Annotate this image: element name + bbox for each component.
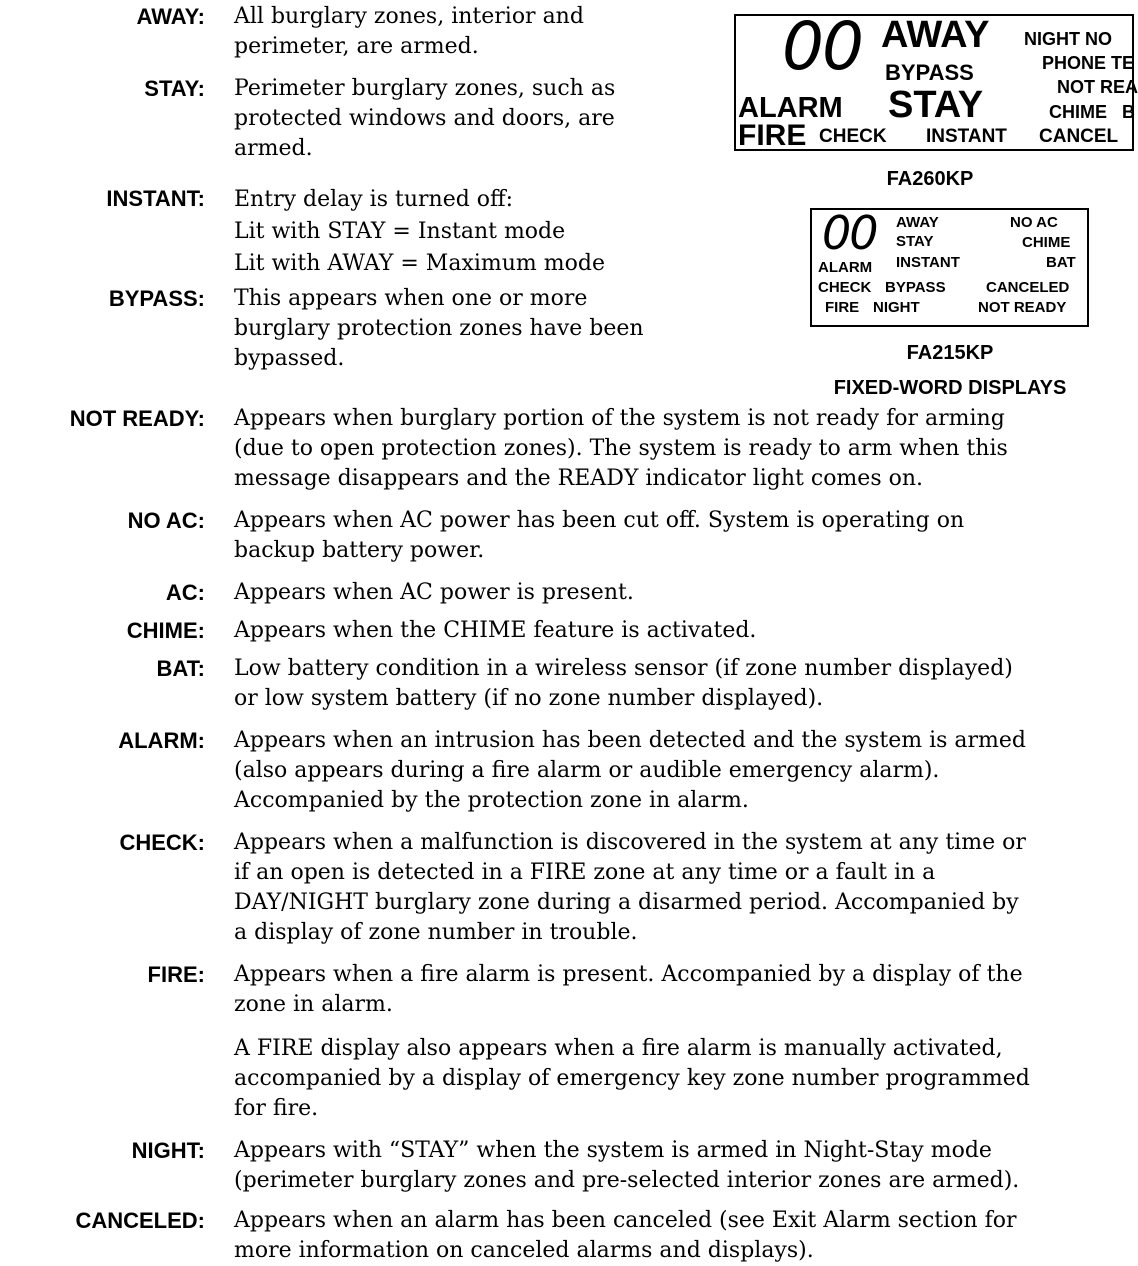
fa215kp-fire: FIRE [825,299,860,316]
definition-instant: Entry delay is turned off: Lit with STAY = Instant mode Lit with AWAY = Maximum mode [234,187,605,276]
definition-check: Appears when a malfunction is discovered in the system at any time or if an open is detected in a FIRE zone at any time or a fault in a DAY/NIGHT burglary zone during a disarmed period. Accompanied by a display of zone number in trouble. [234,830,1026,945]
fa215kp-instant: INSTANT [896,254,960,271]
definition-bat: Low battery condition in a wireless sensor (if zone number displayed) or low system battery (if no zone number displayed). [234,656,1013,711]
fa260kp-caption: FA260KP [886,168,974,190]
fa260kp-not-ready: NOT REA [1057,77,1138,97]
term-bypass: BYPASS: [108,286,205,311]
fa260kp-check: CHECK [819,126,887,147]
definition-chime: Appears when the CHIME feature is activated. [234,618,757,643]
term-check: CHECK: [119,830,205,855]
term-no-ac: NO AC: [127,508,205,533]
fa215kp-bypass: BYPASS [885,279,946,296]
definition-alarm: Appears when an intrusion has been detected and the system is armed (also appears during a fire alarm or audible emergency alarm). Accompanied by the protection zone in alarm. [234,728,1027,813]
fa215kp-bat: BAT [1046,254,1076,271]
definition-ac: Appears when AC power is present. [234,580,634,605]
fa215kp-stay: STAY [896,233,934,250]
fa260kp-stay: STAY [888,84,984,126]
fa260kp-phone: PHONE TE [1042,53,1135,73]
fa260kp-night-no: NIGHT NO [1024,29,1112,49]
fa215kp-canceled: CANCELED [986,279,1070,296]
fa215kp-no-ac: NO AC [1010,214,1058,231]
fa260kp-chime: CHIME [1049,102,1107,122]
definition-no-ac: Appears when AC power has been cut off. System is operating on backup battery power. [234,508,965,563]
fa260kp-chime-b: B [1122,102,1135,122]
definition-bypass: This appears when one or more burglary protection zones have been bypassed. [234,286,644,371]
fa215kp-digits: 00 [822,206,877,260]
fa215kp-chime: CHIME [1022,234,1071,251]
term-fire: FIRE: [147,962,205,987]
fa215kp-caption: FA215KP [906,342,994,364]
term-stay: STAY: [144,76,205,101]
term-not-ready: NOT READY: [69,406,205,431]
term-night: NIGHT: [131,1138,205,1163]
term-ac: AC: [165,580,205,605]
definition-night: Appears with “STAY” when the system is armed in Night-Stay mode (perimeter burglary zones and pre-selected interior zones are armed). [234,1138,1020,1193]
fa215kp-display [810,208,1089,327]
fa215kp-away: AWAY [896,214,939,231]
fa260kp-display [734,8,1138,152]
definition-stay: Perimeter burglary zones, such as protected windows and doors, are armed. [234,76,616,161]
term-chime: CHIME: [126,618,205,643]
term-bat: BAT: [156,656,205,681]
fa260kp-cancel: CANCEL [1039,126,1119,147]
definition-fire-manual: A FIRE display also appears when a fire alarm is manually activated, accompanied by a display of emergency key zone number programmed for fire. [234,1036,1030,1121]
term-alarm: ALARM: [118,728,205,753]
definition-not-ready: Appears when burglary portion of the system is not ready for arming (due to open protection zones). The system is ready to arm when this message disappears and the READY indicator light comes on. [234,406,1008,491]
fa260kp-digits: 00 [782,8,862,85]
term-canceled: CANCELED: [75,1208,205,1233]
fa215kp-not-ready: NOT READY [978,299,1067,316]
definition-away: All burglary zones, interior and perimeter, are armed. [234,4,584,59]
fa260kp-away: AWAY [881,14,990,56]
fa260kp-bypass: BYPASS [885,60,974,85]
fa260kp-fire: FIRE [738,119,807,152]
definition-fire: Appears when a fire alarm is present. Accompanied by a display of the zone in alarm. [234,962,1023,1017]
fa215kp-night: NIGHT [873,299,920,316]
fa260kp-instant: INSTANT [926,126,1007,147]
term-away: AWAY: [136,4,205,29]
fa260kp-alarm: ALARM [738,92,843,124]
definition-canceled: Appears when an alarm has been canceled (see Exit Alarm section for more information on canceled alarms and displays). [234,1208,1017,1263]
term-instant: INSTANT: [106,186,205,211]
fa215kp-check: CHECK [818,279,872,296]
figure-caption: FIXED-WORD DISPLAYS [833,377,1067,399]
fa215kp-alarm: ALARM [818,259,873,276]
